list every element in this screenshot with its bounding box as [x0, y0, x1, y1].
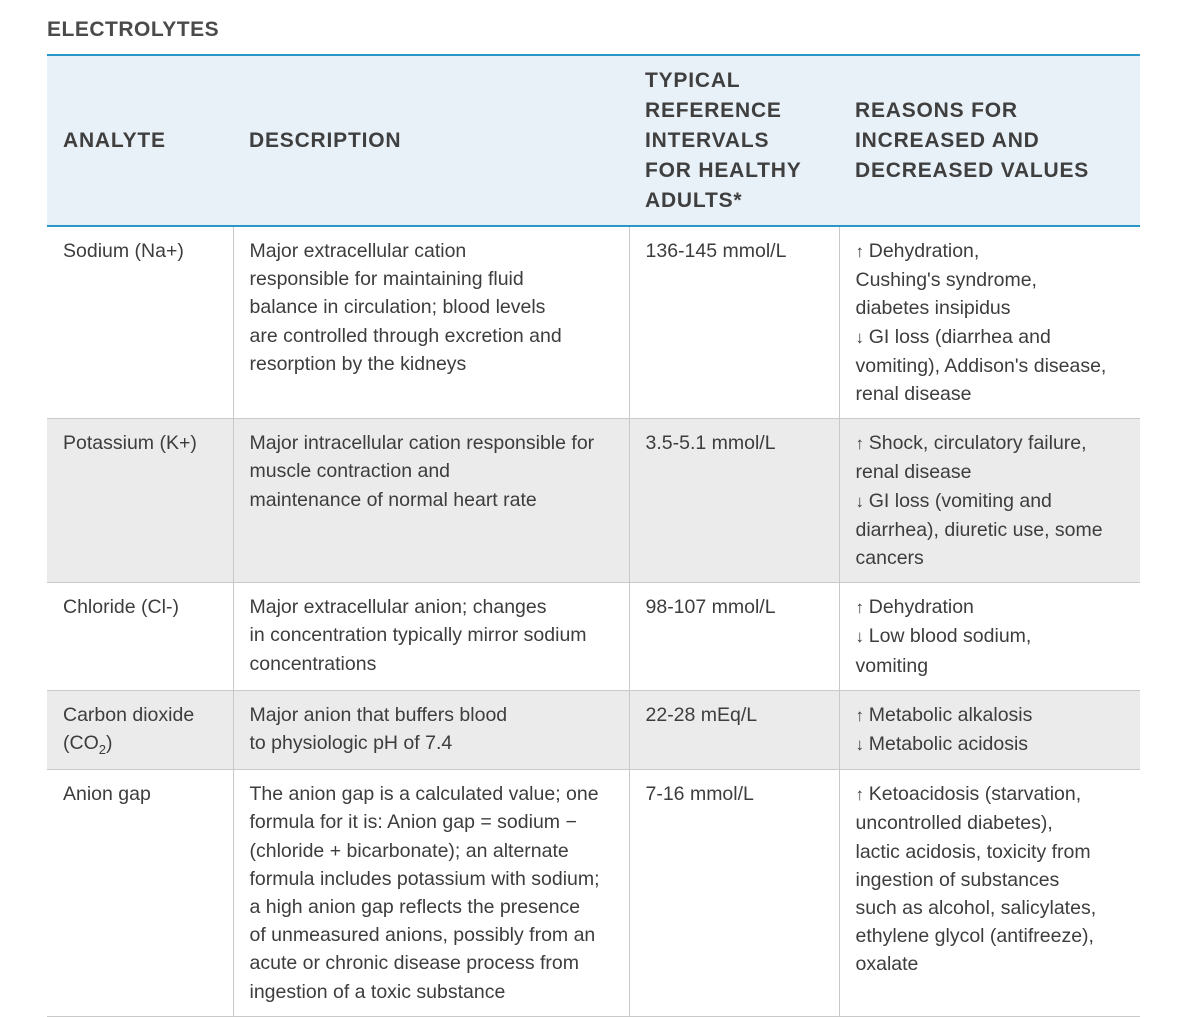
- description-line: resorption by the kidneys: [249, 352, 467, 375]
- reasons-cell: [839, 583, 1140, 691]
- increase-reason-line: [856, 894, 1125, 922]
- description-cell: [233, 583, 629, 691]
- decrease-reason-text: GI loss (vomiting and: [868, 489, 1052, 512]
- decrease-reason-line: [856, 622, 1125, 651]
- header-reasons-line: INCREASED AND: [855, 128, 1040, 152]
- arrow-down-icon: ↓: [855, 491, 869, 511]
- arrow-up-icon: ↑: [855, 705, 869, 725]
- description-line: maintenance of normal heart rate: [249, 488, 537, 511]
- header-reference-line: FOR HEALTHY: [645, 158, 802, 182]
- electrolytes-table: [47, 54, 1140, 1017]
- description-line: Major intracellular cation responsible for: [249, 432, 595, 455]
- table-header-row: [47, 55, 1140, 226]
- increase-reason-line: [856, 237, 1125, 266]
- decrease-reason-text: Metabolic acidosis: [868, 733, 1029, 756]
- header-reference-line: ADULTS*: [645, 188, 743, 212]
- increase-reason-text: ethylene glycol (antifreeze),: [855, 925, 1094, 948]
- header-reference-line: INTERVALS: [645, 128, 770, 152]
- analyte-cell: [47, 690, 233, 769]
- increase-reason-text: Dehydration,: [868, 240, 980, 262]
- analyte-name: Anion gap: [63, 783, 151, 806]
- reference-interval-cell: 3.5-5.1 mmol/L: [629, 419, 839, 583]
- increase-reason-line: [856, 266, 1125, 294]
- header-reasons: [839, 55, 1140, 226]
- header-reference-intervals: [629, 55, 839, 226]
- description-line: formula for it is: Anion gap = sodium −: [249, 811, 577, 834]
- increase-reason-line: [856, 950, 1125, 978]
- description-cell: [233, 770, 629, 1017]
- table-row: [47, 226, 1140, 419]
- decrease-reason-text: vomiting: [855, 654, 929, 677]
- table-row: [47, 690, 1140, 769]
- decrease-reason-text: GI loss (diarrhea and: [868, 325, 1051, 348]
- arrow-down-icon: ↓: [855, 327, 869, 347]
- increase-reason-text: renal disease: [855, 461, 972, 484]
- arrow-down-icon: ↓: [855, 627, 869, 647]
- description-line: in concentration typically mirror sodium: [249, 624, 587, 647]
- reference-interval-cell: 22-28 mEq/L: [629, 690, 839, 769]
- decrease-reason-line: [856, 652, 1125, 680]
- decrease-reason-line: [856, 544, 1125, 572]
- analyte-cell: [47, 770, 233, 1017]
- increase-reason-line: [856, 922, 1125, 950]
- table-body: [47, 226, 1140, 1016]
- description-line: of unmeasured anions, possibly from an: [249, 924, 596, 947]
- description-line: (chloride + bicarbonate); an alternate: [249, 839, 569, 862]
- increase-reason-line: [856, 458, 1125, 486]
- analyte-cell: [47, 583, 233, 691]
- increase-reason-text: Dehydration: [868, 596, 974, 619]
- description-line: to physiologic pH of 7.4: [249, 732, 453, 755]
- decrease-reason-text: diarrhea), diuretic use, some: [855, 518, 1103, 541]
- formula-prefix: (CO: [63, 732, 99, 755]
- reference-interval-cell: 7-16 mmol/L: [629, 770, 839, 1017]
- header-reasons-line: REASONS FOR: [855, 98, 1018, 122]
- description-line: muscle contraction and: [249, 460, 451, 483]
- description-line: acute or chronic disease process from: [249, 952, 579, 975]
- decrease-reason-line: [856, 352, 1125, 380]
- analyte-cell: [47, 419, 233, 583]
- arrow-down-icon: ↓: [855, 735, 869, 755]
- formula-suffix: ): [105, 732, 113, 755]
- table-row: [47, 419, 1140, 583]
- arrow-up-icon: ↑: [855, 434, 869, 454]
- reference-interval-cell: 136-145 mmol/L: [629, 226, 839, 419]
- decrease-reason-line: [856, 487, 1125, 516]
- description-line: responsible for maintaining fluid: [249, 268, 524, 291]
- description-line: ingestion of a toxic substance: [249, 980, 506, 1003]
- reasons-cell: [839, 226, 1140, 419]
- description-line: formula includes potassium with sodium;: [249, 867, 600, 890]
- increase-reason-line: [856, 780, 1125, 809]
- decrease-reason-text: cancers: [855, 547, 924, 570]
- analyte-formula: [63, 729, 217, 757]
- arrow-up-icon: ↑: [855, 598, 869, 618]
- table-row: [47, 770, 1140, 1017]
- description-line: a high anion gap reflects the presence: [249, 896, 581, 919]
- header-description: DESCRIPTION: [249, 128, 402, 152]
- increase-reason-line: [856, 701, 1125, 730]
- reference-interval-cell: 98-107 mmol/L: [629, 583, 839, 691]
- increase-reason-line: [856, 838, 1125, 866]
- analyte-name: Carbon dioxide: [63, 703, 195, 726]
- decrease-reason-text: renal disease: [855, 383, 972, 406]
- header-reasons-line: DECREASED VALUES: [855, 158, 1090, 182]
- arrow-up-icon: ↑: [855, 785, 869, 805]
- increase-reason-line: [856, 866, 1125, 894]
- increase-reason-line: [856, 593, 1125, 622]
- increase-reason-text: lactic acidosis, toxicity from: [855, 840, 1091, 863]
- increase-reason-text: diabetes insipidus: [855, 297, 1011, 320]
- increase-reason-text: Metabolic alkalosis: [868, 703, 1033, 726]
- section-title: ELECTROLYTES: [47, 18, 220, 41]
- increase-reason-text: ingestion of substances: [855, 868, 1060, 891]
- description-line: balance in circulation; blood levels: [249, 296, 546, 319]
- description-line: are controlled through excretion and: [249, 324, 562, 347]
- header-analyte: ANALYTE: [63, 128, 166, 152]
- description-line: The anion gap is a calculated value; one: [249, 783, 599, 806]
- decrease-reason-text: Low blood sodium,: [868, 625, 1032, 648]
- decrease-reason-text: vomiting), Addison's disease,: [855, 354, 1107, 377]
- increase-reason-text: Ketoacidosis (starvation,: [868, 783, 1082, 806]
- description-cell: [233, 419, 629, 583]
- decrease-reason-line: [856, 380, 1125, 408]
- analyte-cell: [47, 226, 233, 419]
- increase-reason-line: [856, 294, 1125, 322]
- table-row: [47, 583, 1140, 691]
- reasons-cell: [839, 419, 1140, 583]
- description-line: concentrations: [249, 652, 377, 675]
- increase-reason-line: [856, 809, 1125, 837]
- description-cell: [233, 690, 629, 769]
- reasons-cell: [839, 770, 1140, 1017]
- header-reference-line: TYPICAL: [645, 68, 741, 92]
- header-reference-line: REFERENCE: [645, 98, 782, 122]
- increase-reason-line: [856, 429, 1125, 458]
- increase-reason-text: such as alcohol, salicylates,: [855, 897, 1097, 920]
- increase-reason-text: Shock, circulatory failure,: [868, 432, 1087, 455]
- decrease-reason-line: [856, 516, 1125, 544]
- reasons-cell: [839, 690, 1140, 769]
- decrease-reason-line: [856, 323, 1125, 352]
- description-line: Major anion that buffers blood: [249, 703, 508, 726]
- increase-reason-text: oxalate: [855, 953, 919, 976]
- increase-reason-text: Cushing's syndrome,: [855, 269, 1037, 292]
- analyte-name: Sodium (Na+): [63, 240, 184, 262]
- description-line: Major extracellular cation: [249, 240, 467, 262]
- description-line: Major extracellular anion; changes: [249, 596, 547, 619]
- arrow-up-icon: ↑: [855, 242, 869, 261]
- analyte-name: Potassium (K+): [63, 432, 197, 455]
- increase-reason-text: uncontrolled diabetes),: [855, 812, 1053, 835]
- formula-subscript: 2: [98, 741, 106, 757]
- analyte-name: Chloride (Cl-): [63, 596, 179, 619]
- decrease-reason-line: [856, 730, 1125, 759]
- description-cell: [233, 226, 629, 419]
